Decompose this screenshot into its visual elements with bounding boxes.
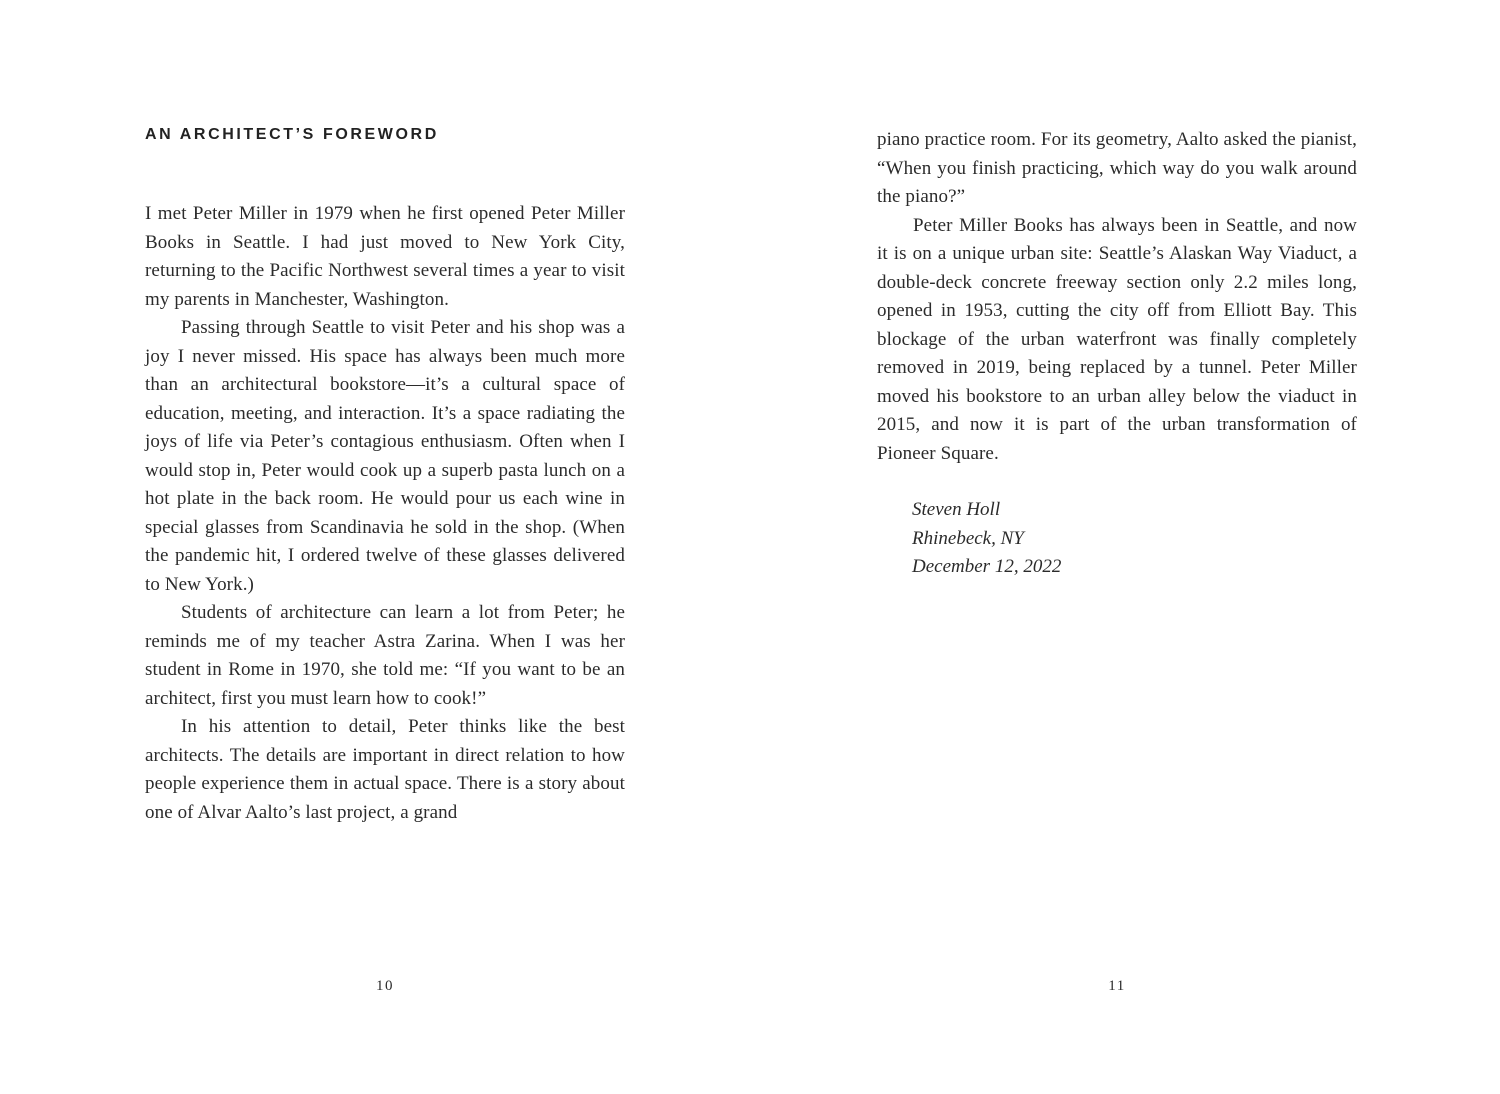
- left-page: [145, 126, 625, 994]
- page-number-right: 11: [1108, 978, 1126, 994]
- left-page-body: [145, 200, 625, 827]
- signature-name: Steven Holl: [912, 499, 1001, 520]
- body-paragraph: In his attention to detail, Peter thinks like the best architects. The details are important in direct relation to how people experience them in actual space. There is a story about one of Alvar Aalto’s last project, a grand: [145, 716, 625, 823]
- foreword-heading: AN ARCHITECT’S FOREWORD: [145, 126, 439, 143]
- right-page-body: [877, 126, 1357, 468]
- body-paragraph: Students of architecture can learn a lot from Peter; he reminds me of my teacher Astra Zarina. When I was her student in Rome in 1970, she told me: “If you want to be an architect, first you must learn how to cook!”: [145, 602, 625, 709]
- body-paragraph: Passing through Seattle to visit Peter and his shop was a joy I never missed. His space has always been much more than an architectural bookstore—it’s a cultural space of education, meeting, and interaction. It’s a space radiating the joys of life via Peter’s contagious enthusiasm. Often when I would stop in, Peter would cook up a superb pasta lunch on a hot plate in the back room. He would pour us each wine in special glasses from Scandinavia he sold in the shop. (When the pandemic hit, I ordered twelve of these glasses delivered to New York.): [145, 317, 625, 595]
- body-paragraph: piano practice room. For its geometry, Aalto asked the pianist, “When you finish practicing, which way do you walk around the piano?”: [877, 129, 1357, 207]
- signature-location: Rhinebeck, NY: [912, 527, 1024, 549]
- signature-block: [912, 496, 1357, 582]
- page-number-left: 10: [376, 978, 394, 994]
- signature-date: December 12, 2022: [912, 556, 1062, 577]
- right-page: [877, 126, 1357, 994]
- body-paragraph: I met Peter Miller in 1979 when he first opened Peter Miller Books in Seattle. I had just moved to New York City, returning to the Pacific Northwest several times a year to visit my parents in Manchester, Washington.: [145, 203, 625, 310]
- body-paragraph: Peter Miller Books has always been in Seattle, and now it is on a unique urban site: Seattle’s Alaskan Way Viaduct, a double-deck concrete freeway section only 2.2 miles long, opened in 1953, cutting the city off from Elliott Bay. This blockage of the urban waterfront was finally completely removed in 2019, being replaced by a tunnel. Peter Miller moved his bookstore to an urban alley below the viaduct in 2015, and now it is part of the urban transformation of Pioneer Square.: [877, 214, 1357, 464]
